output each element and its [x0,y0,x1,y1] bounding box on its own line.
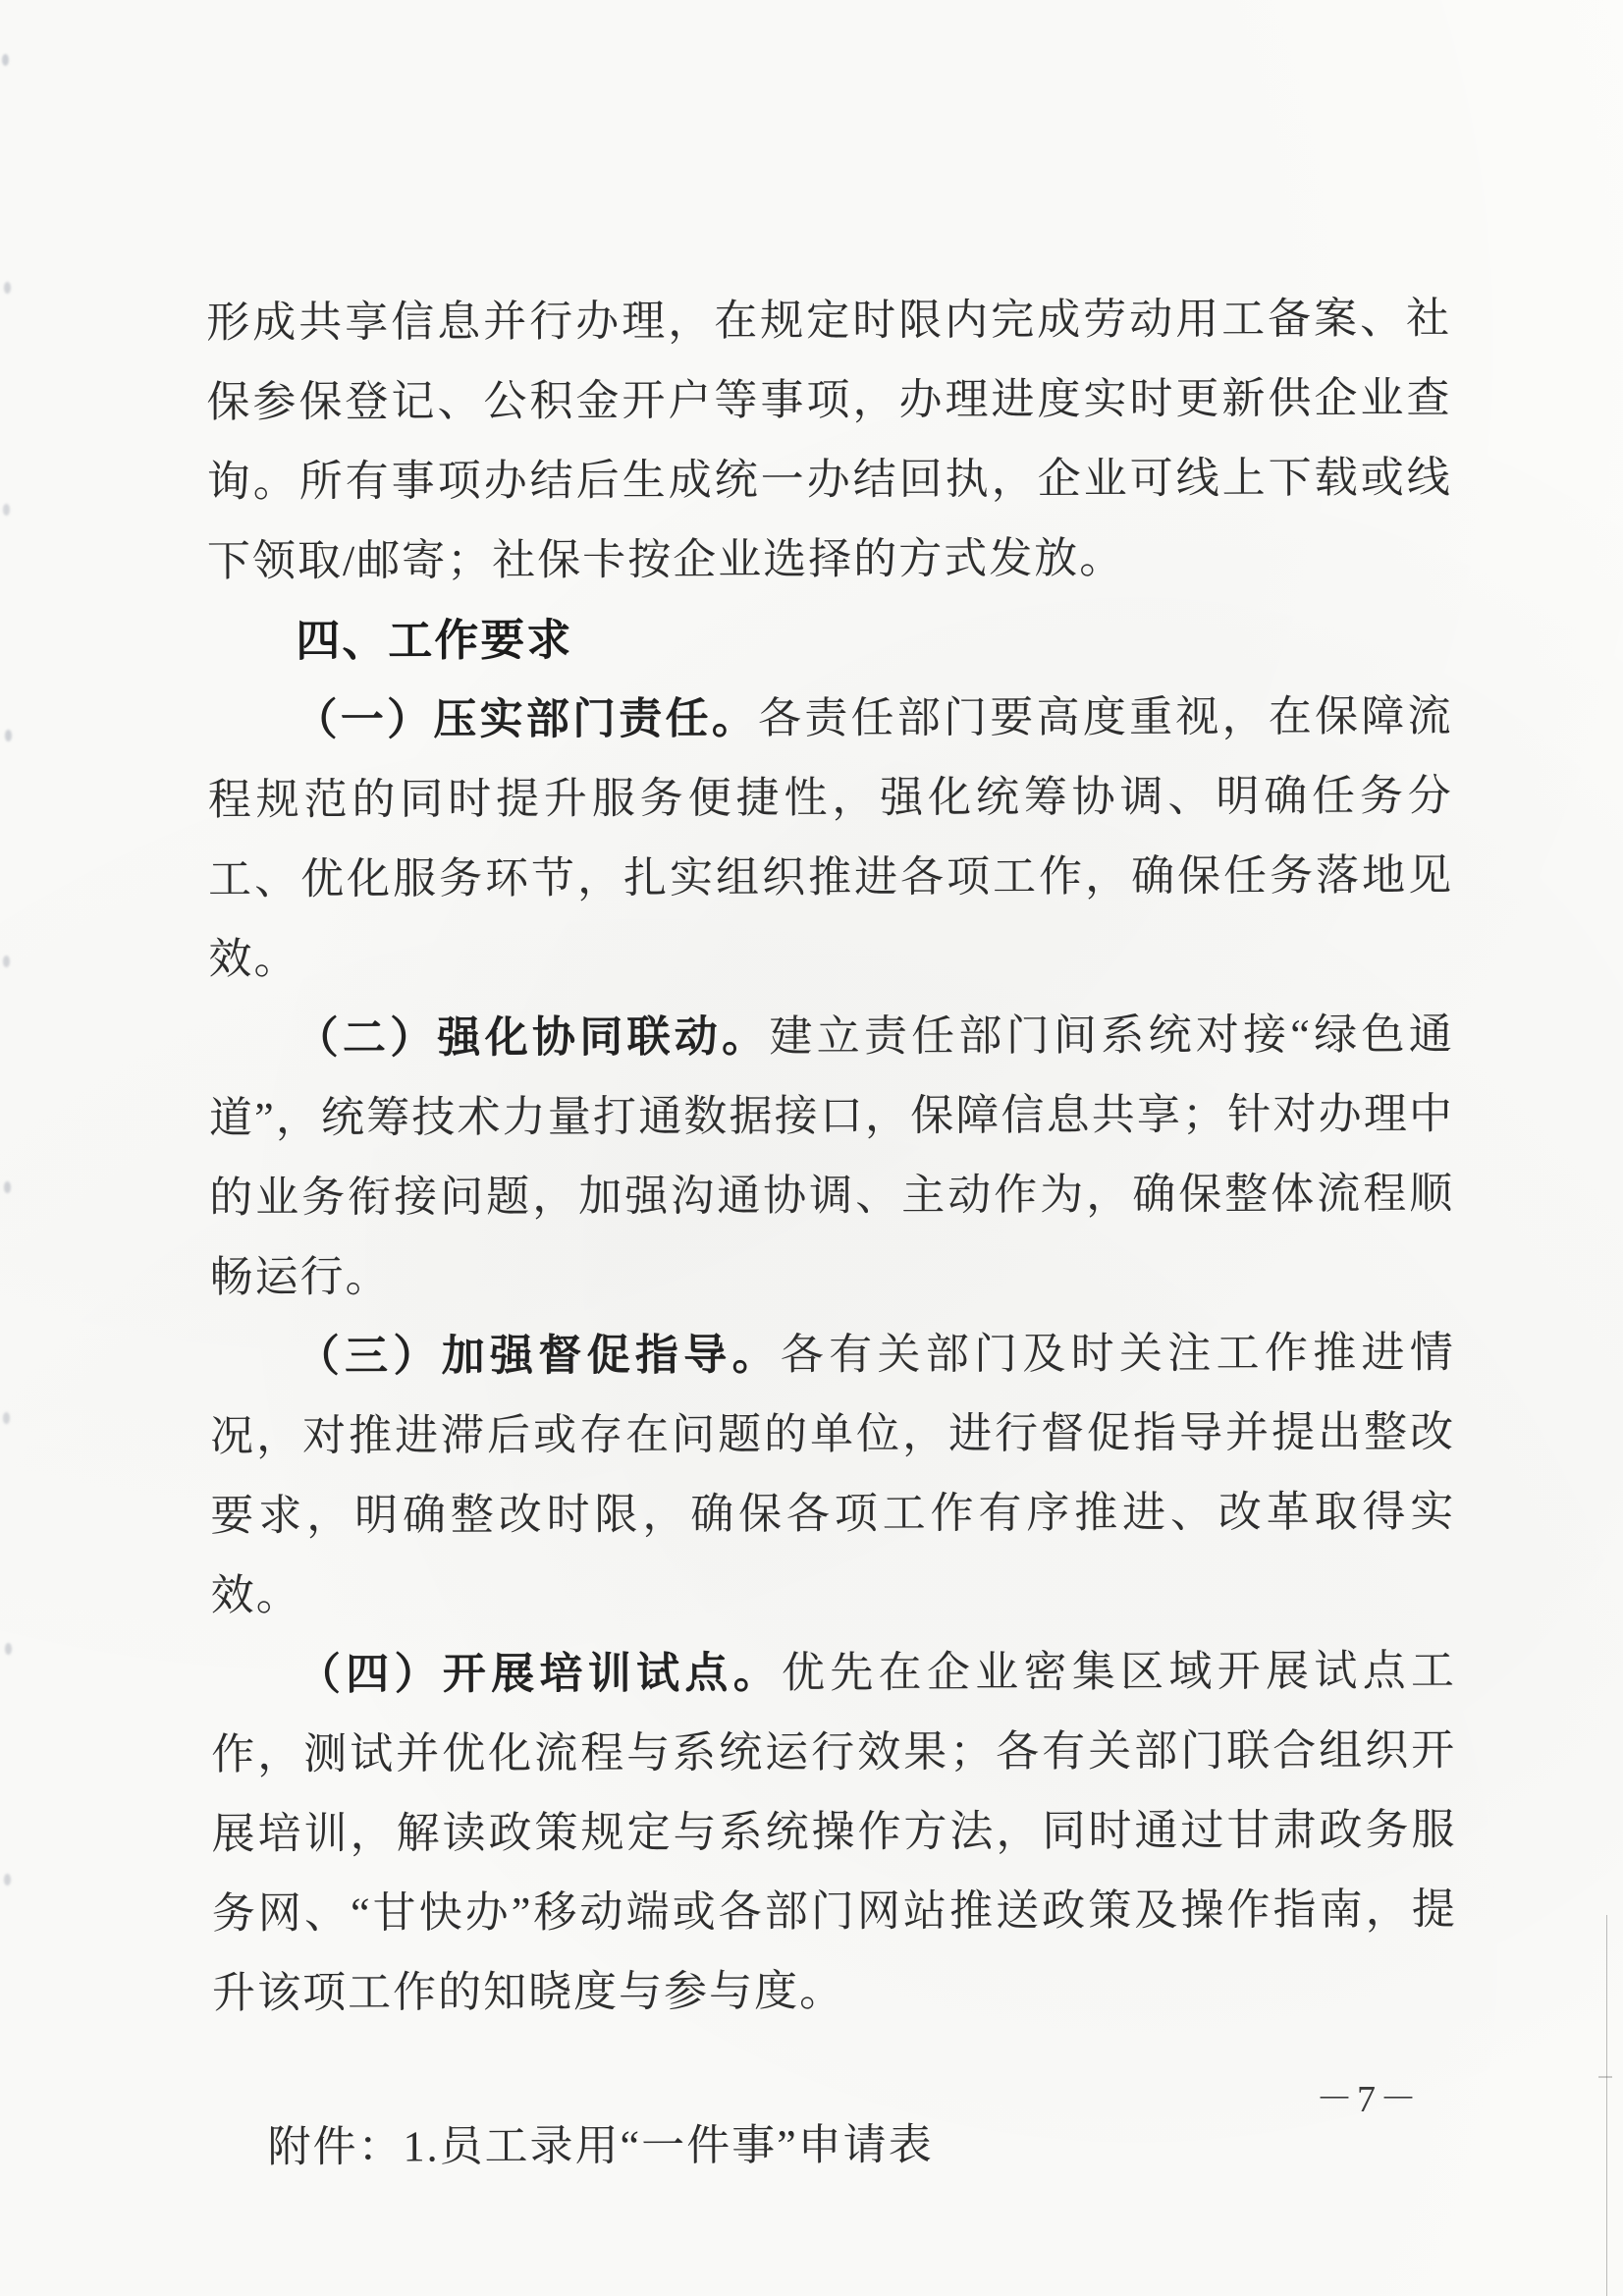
work-item-4-body: 优先在企业密集区域开展试点工作，测试并优化流程与系统运行效果；各有关部门联合组织开展培训，解读政策规定与系统操作方法，同时通过甘肃政务服务网、“甘快办”移动端或各部门网站推送政策及操作指南，提升该项工作的知晓度与参与度。 [211,1646,1457,2018]
paragraph-continuation: 形成共享信息并行办理，在规定时限内完成劳动用工备案、社保参保登记、公积金开户等事项，办理进度实时更新供企业查询。所有事项办结后生成统一办结回执，企业可线上下载或线下领取/邮寄；社保卡按企业选择的方式发放。 [206,294,1452,586]
work-item-1-lead: （一）压实部门责任。 [294,694,759,744]
section-heading: 四、工作要求 [296,614,573,666]
work-item-2-body: 建立责任部门间系统对接“绿色通道”，统筹技术力量打通数据接口，保障信息共享；针对办理中的业务衔接问题，加强沟通协调、主动作为，确保整体流程顺畅运行。 [208,1010,1455,1302]
work-item-1-body: 各责任部门要高度重视，在保障流程规范的同时提升服务便捷性，强化统筹协调、明确任务分工、优化服务环节，扎实组织推进各项工作，确保任务落地见效。 [207,691,1454,984]
work-item-3-lead: （三）加强督促指导。 [296,1331,781,1381]
work-item-2-lead: （二）强化协同联动。 [295,1012,770,1063]
scan-right-edge-line [1606,1915,1607,2296]
work-item-3 [210,1313,1456,1635]
work-item-2 [209,995,1455,1317]
scan-edge-specks [2,54,9,66]
work-item-1 [207,677,1453,999]
attachment-line: 附件：1.员工录用“一件事”申请表 [267,2120,934,2172]
page-number: －7－ [1316,2079,1422,2120]
work-item-4 [211,1631,1457,2033]
work-item-4-lead: （四）开展培训试点。 [297,1649,783,1699]
work-item-3-body: 各有关部门及时关注工作推进情况，对推进滞后或存在问题的单位，进行督促指导并提出整改要求，明确整改时限，确保各项工作有序推进、改革取得实效。 [210,1328,1456,1620]
scan-right-edge-tick [1598,2076,1612,2078]
document-body [206,279,1458,2187]
